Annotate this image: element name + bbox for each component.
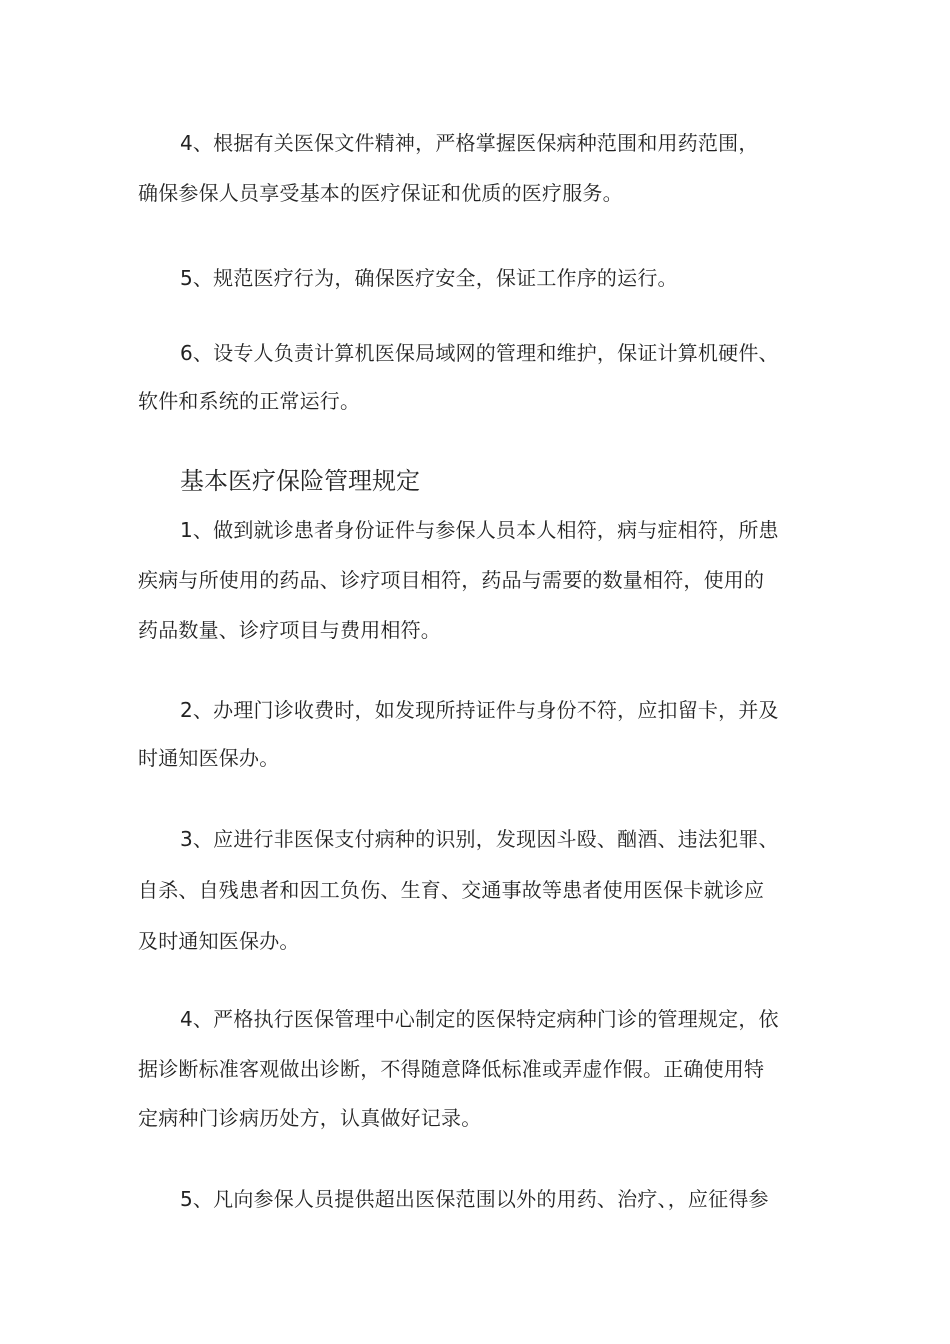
section-paragraph-3-line-1: 3、应进行非医保支付病种的识别，发现因斗殴、酗酒、违法犯罪、 bbox=[180, 827, 779, 851]
paragraph-5-line-1: 5、规范医疗行为，确保医疗安全，保证工作序的运行。 bbox=[180, 266, 678, 290]
section-paragraph-3-line-2: 自杀、自残患者和因工负伤、生育、交通事故等患者使用医保卡就诊应 bbox=[138, 878, 765, 902]
section-paragraph-2-line-1: 2、办理门诊收费时，如发现所持证件与身份不符，应扣留卡，并及 bbox=[180, 698, 779, 722]
section-paragraph-4-line-1: 4、严格执行医保管理中心制定的医保特定病种门诊的管理规定，依 bbox=[180, 1007, 779, 1031]
section-paragraph-4-line-2: 据诊断标准客观做出诊断，不得随意降低标准或弄虚作假。正确使用特 bbox=[138, 1057, 765, 1081]
section-paragraph-2-line-2: 时通知医保办。 bbox=[138, 746, 280, 770]
section-paragraph-4-line-3: 定病种门诊病历处方，认真做好记录。 bbox=[138, 1106, 482, 1130]
section-paragraph-1-line-2: 疾病与所使用的药品、诊疗项目相符，药品与需要的数量相符，使用的 bbox=[138, 568, 765, 592]
section-heading: 基本医疗保险管理规定 bbox=[180, 467, 420, 495]
section-paragraph-5-line-1: 5、凡向参保人员提供超出医保范围以外的用药、治疗、，应征得参 bbox=[180, 1187, 769, 1211]
section-paragraph-1-line-1: 1、做到就诊患者身份证件与参保人员本人相符，病与症相符，所患 bbox=[180, 518, 779, 542]
paragraph-4-line-1: 4、根据有关医保文件精神，严格掌握医保病种范围和用药范围， bbox=[180, 131, 759, 155]
section-paragraph-3-line-3: 及时通知医保办。 bbox=[138, 929, 300, 953]
paragraph-6-line-1: 6、设专人负责计算机医保局域网的管理和维护，保证计算机硬件、 bbox=[180, 341, 779, 365]
paragraph-6-line-2: 软件和系统的正常运行。 bbox=[138, 389, 361, 413]
paragraph-4-line-2: 确保参保人员享受基本的医疗保证和优质的医疗服务。 bbox=[138, 181, 623, 205]
section-paragraph-1-line-3: 药品数量、诊疗项目与费用相符。 bbox=[138, 618, 441, 642]
